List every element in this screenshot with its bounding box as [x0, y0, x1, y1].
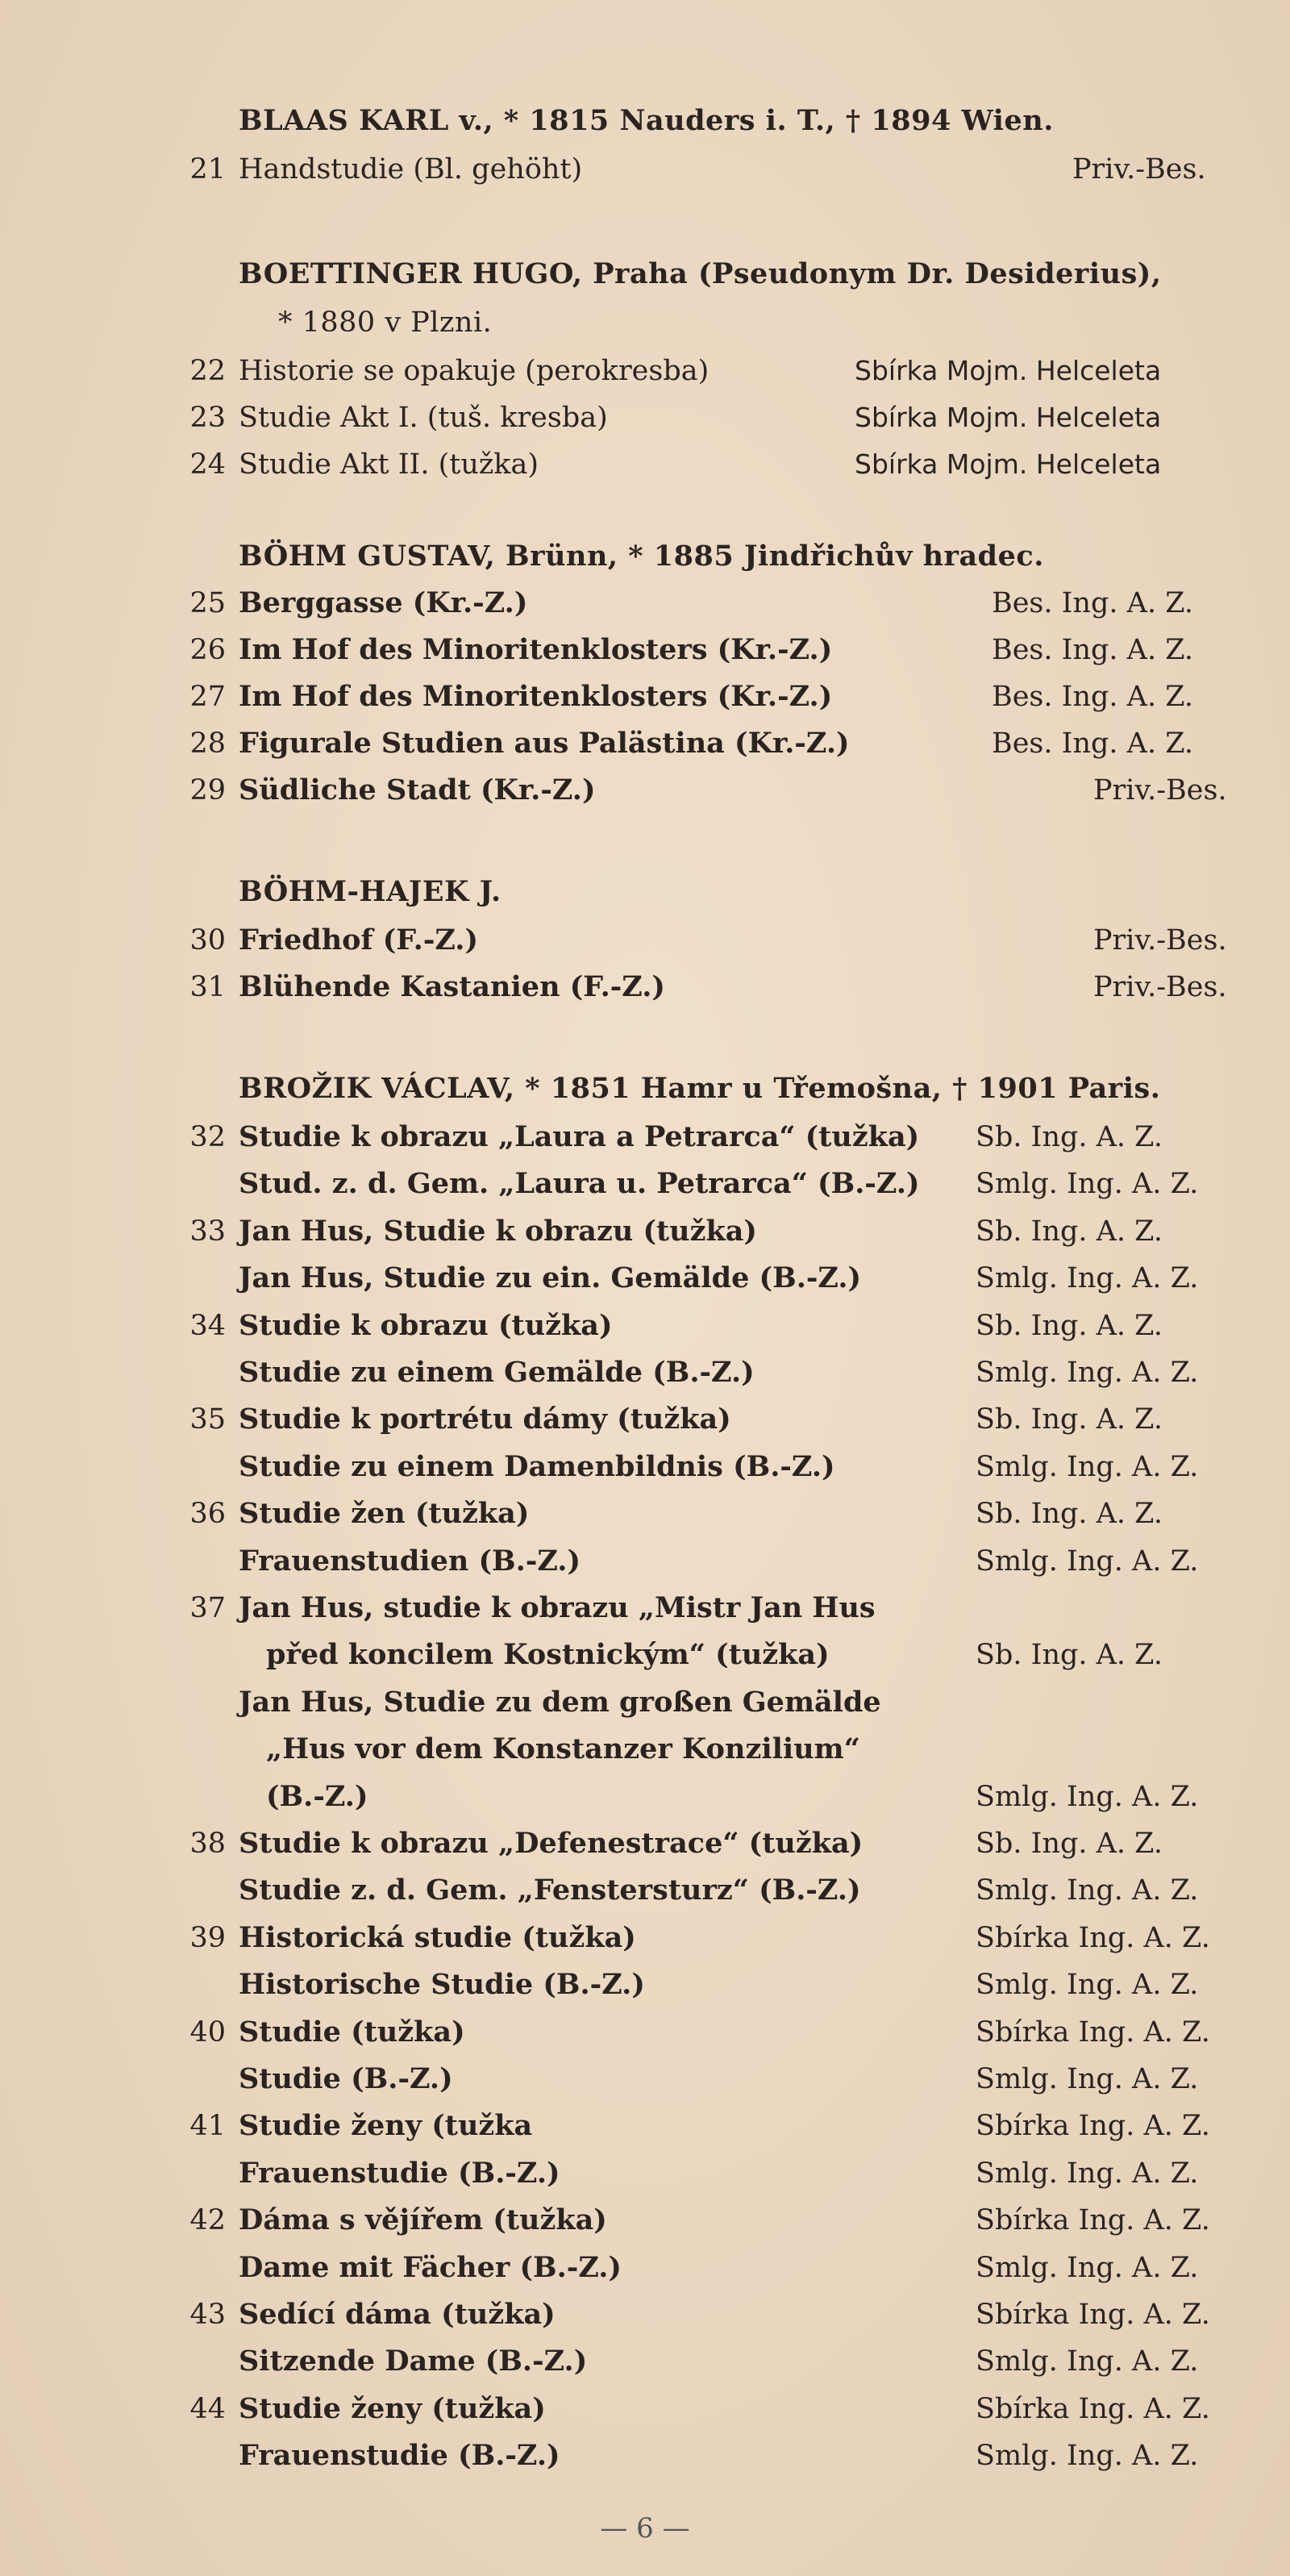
entry-title: Stud. z. d. Gem. „Laura u. Petrarca“ (B.-Z.): [239, 1167, 920, 1201]
catalog-entry: [0, 629, 1290, 671]
entry-source: Bes. Ing. A. Z.: [992, 681, 1194, 713]
entry-number: 24: [189, 448, 226, 481]
entry-title: Dáma s vějířem (tužka): [239, 2203, 607, 2237]
entry-source: Smlg. Ing. A. Z.: [976, 2063, 1199, 2095]
entry-source: Sb. Ing. A. Z.: [976, 1309, 1163, 1342]
entry-title: Im Hof des Minoritenklosters (Kr.-Z.): [239, 633, 833, 666]
entry-number: 34: [189, 1309, 226, 1342]
catalog-entry: [0, 444, 1290, 486]
entry-title: Historická studie (tužka): [239, 1920, 636, 1954]
entry-title: Jan Hus, studie k obrazu „Mistr Jan Hus: [239, 1591, 876, 1624]
entry-number: 43: [189, 2299, 226, 2331]
catalog-entry: [0, 1211, 1290, 1253]
entry-title: Im Hof des Minoritenklosters (Kr.-Z.): [239, 680, 833, 713]
entry-number: 35: [189, 1403, 226, 1436]
entry-source: Sb. Ing. A. Z.: [976, 1828, 1163, 1860]
entry-source: Sb. Ing. A. Z.: [976, 1498, 1163, 1531]
artist-header: BÖHM-HAJEK J.: [239, 875, 501, 908]
entry-title: Historische Studie (B.-Z.): [239, 1968, 645, 2002]
entry-title: Studie Akt II. (tužka): [239, 448, 539, 481]
artist-header: BOETTINGER HUGO, Praha (Pseudonym Dr. Desiderius),: [239, 257, 1162, 290]
catalog-entry: [0, 1634, 1290, 1676]
section-header-bohm: [0, 536, 1290, 577]
entry-number: 36: [189, 1498, 226, 1531]
entry-title: Historie se opakuje (perokresba): [239, 355, 710, 387]
section-header-cont: [0, 302, 1290, 344]
entry-source: Smlg. Ing. A. Z.: [976, 1780, 1199, 1813]
entry-source: Smlg. Ing. A. Z.: [976, 2251, 1199, 2284]
catalog-entry: [0, 1728, 1290, 1770]
entry-source: Priv.-Bes.: [1093, 774, 1227, 807]
entry-source: Smlg. Ing. A. Z.: [976, 1168, 1199, 1201]
entry-number: 33: [189, 1215, 226, 1248]
catalog-entry: [0, 1587, 1290, 1629]
entry-source: Sbírka Mojm. Helceleta: [855, 448, 1162, 480]
entry-title: Handstudie (Bl. gehöht): [239, 153, 583, 185]
entry-title: Blühende Kastanien (F.-Z.): [239, 970, 665, 1003]
catalog-entry: [0, 148, 1290, 190]
catalog-entry: [0, 2435, 1290, 2477]
entry-number: 32: [189, 1121, 226, 1153]
section-header-bohm-hajek: [0, 871, 1290, 913]
catalog-entry: [0, 1116, 1290, 1158]
entry-source: Bes. Ing. A. Z.: [992, 587, 1194, 619]
entry-source: Sb. Ing. A. Z.: [976, 1639, 1163, 1672]
section-header-blaas: [0, 100, 1290, 142]
catalog-entry: [0, 1540, 1290, 1582]
catalog-entry: [0, 1398, 1290, 1440]
entry-number: 23: [189, 402, 226, 434]
entry-title: Studie k obrazu (tužka): [239, 1308, 613, 1342]
entry-title: Studie k obrazu „Defenestrace“ (tužka): [239, 1827, 863, 1860]
entry-number: 31: [189, 971, 226, 1003]
entry-source: Sbírka Ing. A. Z.: [976, 2110, 1210, 2143]
catalog-entry: [0, 1776, 1290, 1818]
entry-title: Sedící dáma (tužka): [239, 2298, 556, 2331]
entry-source: Sbírka Mojm. Helceleta: [855, 402, 1162, 433]
entry-source: Smlg. Ing. A. Z.: [976, 1262, 1199, 1295]
entry-source: Sb. Ing. A. Z.: [976, 1403, 1163, 1436]
catalog-entry: [0, 723, 1290, 765]
catalog-entry: [0, 1257, 1290, 1299]
catalog-entry: [0, 919, 1290, 961]
catalog-entry: [0, 2105, 1290, 2147]
entry-source: Sbírka Ing. A. Z.: [976, 2392, 1210, 2425]
artist-header: BROŽIK VÁCLAV, * 1851 Hamr u Třemošna, † 1901 Paris.: [239, 1072, 1161, 1105]
entry-title: Sitzende Dame (B.-Z.): [239, 2345, 588, 2378]
entry-source: Smlg. Ing. A. Z.: [976, 2157, 1199, 2190]
entry-title: Berggasse (Kr.-Z.): [239, 586, 528, 619]
catalog-entry: [0, 676, 1290, 718]
entry-source: Smlg. Ing. A. Z.: [976, 1969, 1199, 2002]
catalog-entry: [0, 1682, 1290, 1724]
entry-title: Frauenstudie (B.-Z.): [239, 2439, 560, 2473]
entry-source: Smlg. Ing. A. Z.: [976, 1544, 1199, 1578]
entry-source: Smlg. Ing. A. Z.: [976, 2440, 1199, 2473]
entry-source: Sbírka Mojm. Helceleta: [855, 355, 1162, 386]
entry-source: Priv.-Bes.: [1093, 924, 1227, 957]
entry-title: Studie z. d. Gem. „Fenstersturz“ (B.-Z.): [239, 1874, 861, 1907]
entry-source: Sb. Ing. A. Z.: [976, 1215, 1163, 1248]
entry-source: Sb. Ing. A. Z.: [976, 1121, 1163, 1153]
catalog-entry: [0, 350, 1290, 392]
entry-number: 29: [189, 774, 226, 807]
entry-number: 22: [189, 355, 226, 387]
catalog-entry: [0, 966, 1290, 1008]
entry-source: Smlg. Ing. A. Z.: [976, 2345, 1199, 2378]
entry-title: Jan Hus, Studie zu ein. Gemälde (B.-Z.): [239, 1261, 862, 1295]
entry-number: 44: [189, 2392, 226, 2425]
entry-title: Studie zu einem Gemälde (B.-Z.): [239, 1356, 755, 1389]
catalog-entry: [0, 769, 1290, 811]
entry-title: Studie k obrazu „Laura a Petrarca“ (tužka): [239, 1120, 920, 1153]
catalog-entry: [0, 2199, 1290, 2241]
entry-title: Dame mit Fächer (B.-Z.): [239, 2250, 622, 2284]
entry-source: Sbírka Ing. A. Z.: [976, 2015, 1210, 2049]
entry-title: Jan Hus, Studie zu dem großen Gemälde: [239, 1685, 881, 1719]
entry-title: Studie ženy (tužka: [239, 2109, 533, 2143]
entry-title: Studie Akt I. (tuš. kresba): [239, 402, 608, 434]
entry-title: Figurale Studien aus Palästina (Kr.-Z.): [239, 727, 850, 760]
catalog-entry: [0, 1352, 1290, 1394]
catalog-entry: [0, 2153, 1290, 2195]
catalog-entry: [0, 397, 1290, 439]
section-header-boettinger: [0, 253, 1290, 295]
catalog-entry: [0, 1869, 1290, 1911]
entry-title: před koncilem Kostnickým“ (tužka): [266, 1638, 830, 1672]
entry-number: 27: [189, 681, 226, 713]
catalog-entry: [0, 2388, 1290, 2430]
catalog-entry: [0, 1493, 1290, 1535]
entry-source: Smlg. Ing. A. Z.: [976, 1450, 1199, 1483]
catalog-entry: [0, 2294, 1290, 2336]
entry-title: Studie k portrétu dámy (tužka): [239, 1403, 731, 1436]
entry-source: Sbírka Ing. A. Z.: [976, 2299, 1210, 2331]
catalog-entry: [0, 1823, 1290, 1865]
catalog-entry: [0, 1917, 1290, 1959]
entry-title: Friedhof (F.-Z.): [239, 923, 479, 957]
catalog-entry: [0, 2340, 1290, 2382]
entry-number: 38: [189, 1828, 226, 1860]
entry-source: Bes. Ing. A. Z.: [992, 634, 1194, 666]
entry-number: 28: [189, 727, 226, 760]
artist-header-cont: * 1880 v Plzni.: [278, 306, 493, 339]
entry-number: 26: [189, 634, 226, 666]
catalog-entry: [0, 1964, 1290, 2006]
entry-number: 40: [189, 2015, 226, 2049]
entry-source: Smlg. Ing. A. Z.: [976, 1874, 1199, 1907]
entry-number: 21: [189, 153, 226, 185]
entry-number: 42: [189, 2204, 226, 2237]
artist-header: BÖHM GUSTAV, Brünn, * 1885 Jindřichův hradec.: [239, 540, 1044, 573]
entry-title: (B.-Z.): [266, 1779, 368, 1813]
entry-title: Jan Hus, Studie k obrazu (tužka): [239, 1214, 757, 1248]
entry-source: Priv.-Bes.: [1093, 971, 1227, 1003]
entry-source: Sbírka Ing. A. Z.: [976, 1921, 1210, 1954]
entry-source: Bes. Ing. A. Z.: [992, 727, 1194, 760]
entry-title: „Hus vor dem Konstanzer Konzilium“: [266, 1732, 860, 1766]
entry-title: Studie žen (tužka): [239, 1497, 530, 1531]
entry-source: Priv.-Bes.: [1072, 153, 1206, 185]
entry-title: Studie (tužka): [239, 2015, 465, 2049]
page-folio: — 6 —: [600, 2512, 690, 2545]
entry-source: Smlg. Ing. A. Z.: [976, 1357, 1199, 1389]
catalog-entry: [0, 2247, 1290, 2289]
entry-number: 30: [189, 924, 226, 957]
entry-number: 25: [189, 587, 226, 619]
entry-source: Sbírka Ing. A. Z.: [976, 2204, 1210, 2237]
catalog-entry: [0, 1163, 1290, 1205]
entry-number: 41: [189, 2110, 226, 2143]
entry-title: Studie (B.-Z.): [239, 2062, 453, 2095]
entry-title: Studie ženy (tužka): [239, 2391, 546, 2425]
catalog-entry: [0, 582, 1290, 624]
entry-title: Frauenstudien (B.-Z.): [239, 1544, 581, 1578]
catalog-entry: [0, 1305, 1290, 1347]
entry-number: 37: [189, 1592, 226, 1624]
artist-header: BLAAS KARL v., * 1815 Nauders i. T., † 1894 Wien.: [239, 104, 1054, 137]
entry-title: Studie zu einem Damenbildnis (B.-Z.): [239, 1449, 835, 1483]
section-header-brozik: [0, 1068, 1290, 1110]
entry-title: Südliche Stadt (Kr.-Z.): [239, 773, 596, 807]
catalog-entry: [0, 1446, 1290, 1488]
catalog-entry: [0, 2058, 1290, 2100]
catalog-entry: [0, 2011, 1290, 2053]
entry-title: Frauenstudie (B.-Z.): [239, 2156, 560, 2190]
entry-number: 39: [189, 1921, 226, 1954]
